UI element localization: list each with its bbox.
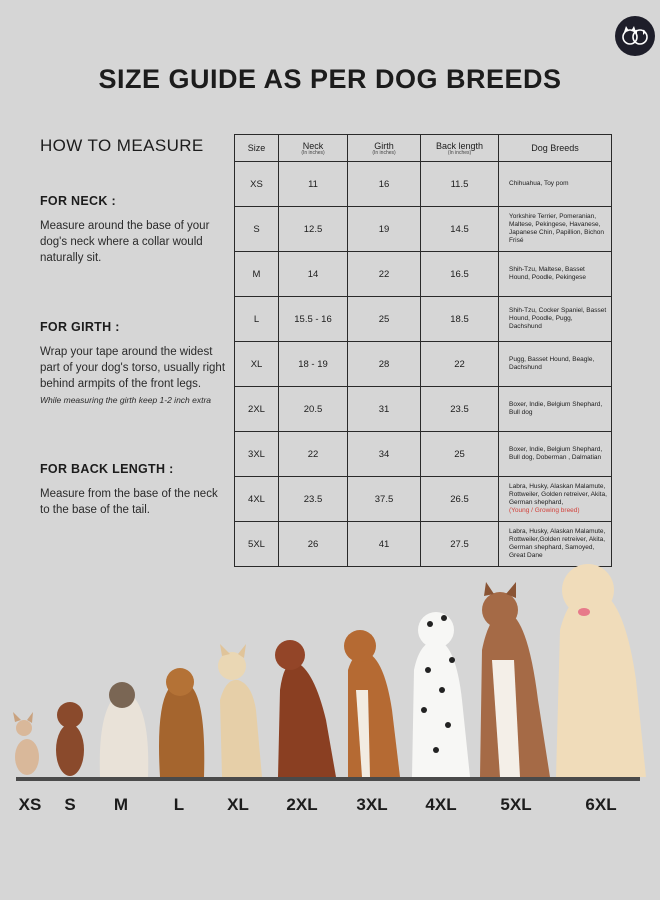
neck-text: Measure around the base of your dog's neck where a collar would naturally sit. [40, 220, 210, 264]
xl-dog-icon [218, 644, 262, 777]
back-length-cell: 27.5 [421, 522, 499, 567]
neck-section [40, 194, 225, 266]
cat-dog-logo-icon [619, 20, 651, 52]
back-length-section [40, 462, 225, 518]
girth-cell: 41 [348, 522, 421, 567]
6xl-dog-icon [556, 564, 646, 777]
back-length-cell: 23.5 [421, 387, 499, 432]
neck-cell: 14 [279, 252, 348, 297]
back-length-text: Measure from the base of the neck to the base of the tail. [40, 488, 218, 516]
ground-line [16, 777, 640, 781]
back-length-cell: 11.5 [421, 162, 499, 207]
neck-cell: 18 - 19 [279, 342, 348, 387]
neck-cell: 22 [279, 432, 348, 477]
header-size: Size [235, 135, 279, 162]
table-row [235, 162, 612, 207]
header-girth: Girth (In inches) [348, 135, 421, 162]
m-dog-icon [100, 682, 149, 777]
breeds-cell: Yorkshire Terrier, Pomeranian, Maltese, Pekingese, Havanese, Japanese Chin, Papillion, Bichon Frisé [499, 207, 612, 252]
girth-cell: 16 [348, 162, 421, 207]
header-back-length: Back length (In inches) [421, 135, 499, 162]
girth-cell: 22 [348, 252, 421, 297]
girth-cell: 37.5 [348, 477, 421, 522]
neck-cell: 20.5 [279, 387, 348, 432]
table-header-row [235, 135, 612, 162]
girth-text: Wrap your tape around the widest part of your dog's torso, usually right behind armpits of the front legs. [40, 346, 226, 390]
size-cell: 4XL [235, 477, 279, 522]
4xl-dog-icon [412, 612, 470, 777]
size-cell: 2XL [235, 387, 279, 432]
girth-section [40, 320, 230, 405]
size-label: 5XL [500, 795, 532, 814]
back-length-cell: 22 [421, 342, 499, 387]
table-row [235, 252, 612, 297]
how-to-measure-heading: HOW TO MEASURE [40, 136, 204, 155]
girth-cell: 34 [348, 432, 421, 477]
size-cell: S [235, 207, 279, 252]
size-label: 3XL [356, 795, 388, 814]
table-row [235, 432, 612, 477]
size-cell: 5XL [235, 522, 279, 567]
neck-cell: 12.5 [279, 207, 348, 252]
5xl-dog-icon [480, 582, 550, 777]
neck-cell: 26 [279, 522, 348, 567]
page-title: SIZE GUIDE AS PER DOG BREEDS [98, 64, 562, 94]
table-row [235, 297, 612, 342]
breeds-cell: Chihuahua, Toy pom [499, 162, 612, 207]
girth-heading: FOR GIRTH : [40, 320, 120, 334]
neck-heading: FOR NECK : [40, 194, 116, 208]
girth-cell: 28 [348, 342, 421, 387]
breeds-cell: Boxer, Indie, Belgium Shephard, Bull dog [499, 387, 612, 432]
back-length-cell: 14.5 [421, 207, 499, 252]
size-label: M [113, 795, 129, 814]
size-cell: 3XL [235, 432, 279, 477]
girth-note: While measuring the girth keep 1-2 inch extra [40, 395, 212, 405]
l-dog-icon [159, 668, 204, 777]
table-row [235, 342, 612, 387]
growing-breed-note: (Young / Growing breed) [509, 507, 580, 514]
girth-cell: 19 [348, 207, 421, 252]
neck-cell: 23.5 [279, 477, 348, 522]
table-row [235, 477, 612, 522]
table-row [235, 387, 612, 432]
size-cell: M [235, 252, 279, 297]
breeds-cell: Pugg, Basset Hound, Beagle, Dachshund [499, 342, 612, 387]
size-cell: XL [235, 342, 279, 387]
size-label: S [64, 795, 76, 814]
girth-cell: 25 [348, 297, 421, 342]
size-label: XS [18, 795, 42, 814]
brand-logo [615, 16, 655, 56]
size-label: L [173, 795, 185, 814]
dog-lineup-illustration [0, 560, 660, 782]
neck-cell: 15.5 - 16 [279, 297, 348, 342]
header-neck: Neck (In inches) [279, 135, 348, 162]
breeds-cell: Shih-Tzu, Cocker Spaniel, Basset Hound, Poodle, Pugg, Dachshund [499, 297, 612, 342]
girth-cell: 31 [348, 387, 421, 432]
breeds-cell: Labra, Husky, Alaskan Malamute, Rottweiler, Golden retreiver, Akita, German shephard, (Young / Growing breed) [499, 477, 612, 522]
size-label: 6XL [585, 795, 617, 814]
size-label: 2XL [286, 795, 318, 814]
breeds-cell: Labra, Husky, Alaskan Malamute, Rottweiler,Golden retreiver, Akita, German shephard, Samoyed, Great Dane [499, 522, 612, 567]
neck-cell: 11 [279, 162, 348, 207]
xs-dog-icon [13, 712, 39, 775]
header-dog-breeds: Dog Breeds [499, 135, 612, 162]
size-cell: XS [235, 162, 279, 207]
table-row [235, 207, 612, 252]
size-cell: L [235, 297, 279, 342]
breeds-cell: Shih-Tzu, Maltese, Basset Hound, Poodle, Pekingese [499, 252, 612, 297]
size-label: XL [227, 795, 249, 814]
back-length-cell: 16.5 [421, 252, 499, 297]
s-dog-icon [56, 702, 84, 776]
breeds-cell: Boxer, Indie, Belgium Shephard, Bull dog, Doberman , Dalmatian [499, 432, 612, 477]
back-length-heading: FOR BACK LENGTH : [40, 462, 174, 476]
2xl-dog-icon [275, 640, 336, 777]
size-label: 4XL [425, 795, 457, 814]
back-length-cell: 25 [421, 432, 499, 477]
back-length-cell: 18.5 [421, 297, 499, 342]
3xl-dog-icon [344, 630, 400, 777]
size-table [234, 134, 612, 567]
how-to-measure-panel [40, 136, 226, 516]
size-labels-row [0, 795, 660, 819]
back-length-cell: 26.5 [421, 477, 499, 522]
